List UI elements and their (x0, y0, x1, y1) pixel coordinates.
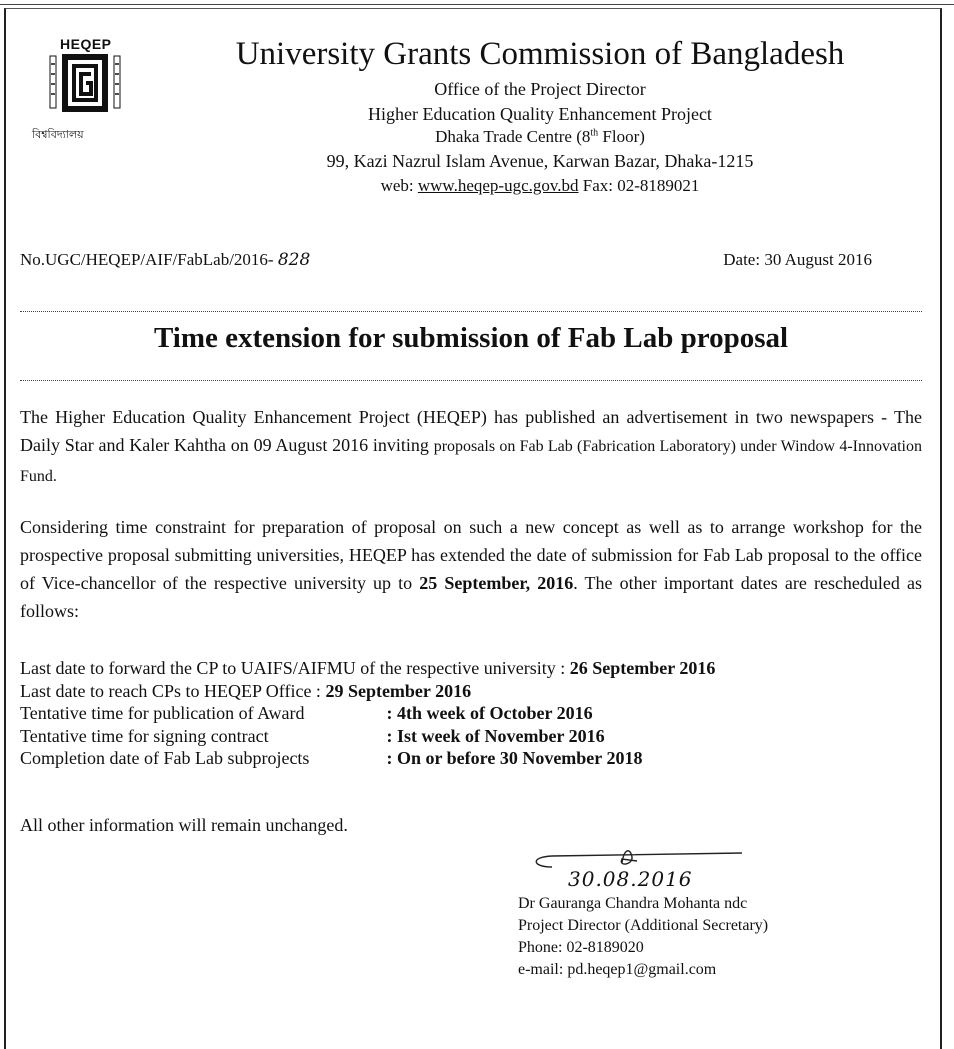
extended-deadline: 25 September, 2016 (419, 573, 574, 593)
schedule-item (20, 725, 922, 748)
signer-details (518, 893, 768, 981)
web-label: web: (380, 176, 418, 195)
paragraph1-small-text: proposals on Fab Lab (Fabrication Laboratory) under Window 4-Innovation Fund. (20, 438, 922, 485)
address-line-2: 99, Kazi Nazrul Islam Avenue, Karwan Bazar, Dhaka-1215 (326, 151, 754, 171)
schedule-label: Tentative time for signing contract (20, 725, 269, 746)
schedule-item (20, 747, 922, 770)
schedule-label: Last date to reach CPs to HEQEP Office : (20, 680, 326, 701)
closing-statement: All other information will remain unchanged. (20, 815, 348, 835)
signer-phone: Phone: 02-8189020 (518, 939, 644, 956)
reference-prefix: No.UGC/HEQEP/AIF/FabLab/2016- (20, 250, 278, 269)
paragraph-extension (20, 513, 922, 625)
reference-number (20, 250, 310, 270)
schedule-label: Last date to forward the CP to UAIFS/AIFMU of the respective university : (20, 658, 570, 678)
schedule-item (20, 657, 922, 680)
schedule-list (20, 657, 922, 770)
website-link[interactable]: www.heqep-ugc.gov.bd (417, 176, 579, 195)
schedule-value: 29 September 2016 (325, 680, 472, 701)
signature-date: 30.08.2016 (568, 867, 693, 891)
schedule-value: : On or before 30 November 2018 (382, 748, 643, 768)
project-name: Higher Education Quality Enhancement Project (368, 104, 712, 124)
paragraph1-text: The Higher Education Quality Enhancement Project (HEQEP) has published an advertisement in two newspapers - The Daily Star and Kaler Kahtha on 09 August 2016 inviting (20, 407, 922, 455)
handwritten-number: 828 (277, 250, 311, 270)
schedule-value: 26 September 2016 (569, 658, 716, 678)
address-floor: Floor) (598, 127, 645, 146)
notice-title: Time extension for submission of Fab Lab proposal (153, 322, 789, 354)
title-top-rule (20, 311, 922, 312)
paragraph2-rest: . The other important dates are rescheduled as follows: (20, 573, 923, 621)
signer-designation: Project Director (Additional Secretary) (518, 917, 769, 934)
paragraph-advertisement (20, 403, 922, 491)
heqep-logo (28, 34, 144, 144)
fax-number: Fax: 02-8189021 (578, 176, 700, 195)
title-bottom-rule (20, 380, 922, 381)
schedule-value: : Ist week of November 2016 (382, 725, 605, 746)
schedule-item (20, 680, 922, 703)
office-name: Office of the Project Director (434, 79, 646, 99)
signer-name: Dr Gauranga Chandra Mohanta ndc (518, 895, 748, 912)
letter-date: Date: 30 August 2016 (723, 250, 872, 269)
address-building: Dhaka Trade Centre (8 (435, 127, 591, 146)
address-floor-suffix: th (590, 127, 599, 139)
organization-name: University Grants Commission of Bangladesh (235, 36, 845, 72)
signature-block (512, 845, 762, 895)
signer-email[interactable]: e-mail: pd.heqep1@gmail.com (518, 961, 717, 978)
schedule-item (20, 702, 922, 725)
logo-caption: বিশ্ববিদ্যালয় (32, 128, 84, 141)
schedule-label: Completion date of Fab Lab subprojects (20, 748, 310, 768)
logo-title: HEQEP (60, 36, 112, 52)
contact-line (150, 176, 930, 196)
schedule-value: : 4th week of October 2016 (382, 703, 593, 723)
paragraph2-text: Considering time constraint for preparation of proposal on such a new concept as well as to arrange workshop for the prospective proposal submitting universities, HEQEP has extended the date of submission for Fab Lab proposal to the office of Vice-chancellor of the respective university up to (20, 517, 922, 593)
top-rule (0, 4, 954, 5)
address-line-1 (150, 127, 930, 147)
schedule-label: Tentative time for publication of Award (20, 703, 305, 723)
